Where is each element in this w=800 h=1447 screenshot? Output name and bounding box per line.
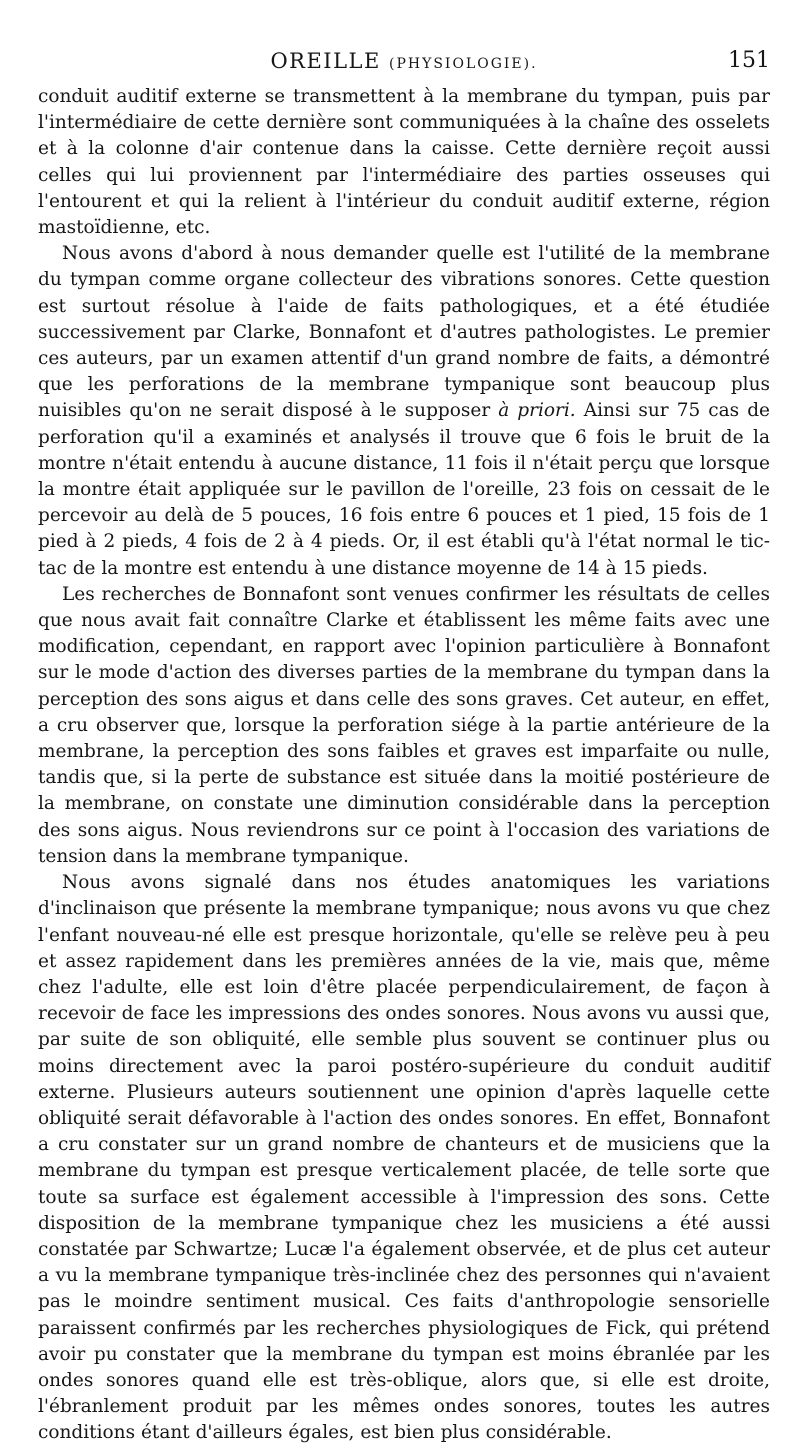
running-title [38,46,770,79]
running-head [38,46,770,76]
paragraph-bonnafont-research: Les recherches de Bonnafont sont venues confirmer les résultats de celles que nous avait fait connaître Clarke et établissent les même faits avec une modification, cependant, en rapport avec l'opinion particulière à Bonnafont sur le mode d'action des diverses parties de la membrane du tympan dans la perception des sons aigus et dans celle des sons graves. Cet auteur, en effet, a cru observer que, lorsque la perforation siége à la partie antérieure de la membrane, la perception des sons faibles et graves est imparfaite ou nulle, tandis que, si la perte de substance est située dans la moitié postérieure de la membrane, on constate une diminution considérable dans la perception des sons aigus. Nous reviendrons sur ce point à l'occasion des variations de tension dans la membrane tympanique. [38,583,770,867]
running-title-main: OREILLE [270,49,381,73]
body-text [38,84,770,1447]
paragraph-tympan-utility [38,241,770,582]
paragraph-continuation: conduit auditif externe se transmettent à la membrane du tympan, puis par l'intermédiaire de cette dernière sont communiquées à la chaîne des osselets et à la colonne d'air contenue dans la caisse. Cette dernière reçoit aussi celles qui lui proviennent par l'intermédiaire des parties osseuses qui l'entourent et qui la relient à l'intérieur du conduit auditif externe, région mastoïdienne, etc. [38,86,770,239]
italic-phrase: à priori. [498,400,576,422]
paragraph-text: Ainsi sur 75 cas de perforation qu'il a examinés et analysés il trouve que 6 fois le bruit de la montre n'était entendu à aucune distance, 11 fois il n'était perçu que lorsque la montre était appliquée sur le pavillon de l'oreille, 23 fois on cessait de le percevoir au delà de 5 pouces, 16 fois entre 6 pouces et 1 pied, 15 fois de 1 pied à 2 pieds, 4 fois de 2 à 4 pieds. Or, il est établi qu'à l'état normal le tic-tac de la montre est entendu à une distance moyenne de 14 à 15 pieds. [38,400,770,579]
paragraph-inclination: Nous avons signalé dans nos études anatomiques les variations d'inclinaison que présente la membrane tympanique; nous avons vu que chez l'enfant nouveau-né elle est presque horizontale, qu'elle se relève peu à peu et assez rapidement dans les premières années de la vie, mais que, même chez l'adulte, elle est loin d'être placée perpendiculairement, de façon à recevoir de face les impressions des ondes sonores. Nous avons vu aussi que, par suite de son obliquité, elle semble plus souvent se continuer plus ou moins directement avec la paroi postéro-supérieure du conduit auditif externe. Plusieurs auteurs soutiennent une opinion d'après laquelle cette obliquité serait défavorable à l'action des ondes sonores. En effet, Bonnafont a cru constater sur un grand nombre de chanteurs et de musiciens que la membrane du tympan est presque verticalement placée, de telle sorte que toute sa surface est également accessible à l'impression des sons. Cette disposition de la membrane tympanique chez les musiciens a été aussi constatée par Schwartze; Lucæ l'a également observée, et de plus cet auteur a vu la membrane tympanique très-inclinée chez des personnes qui n'avaient pas le moindre sentiment musical. Ces faits d'anthropologie sensorielle paraissent confirmés par les recherches physiologiques de Fick, qui prétend avoir pu constater que la membrane du tympan est moins ébranlée par les ondes sonores quand elle est très-oblique, alors que, si elle est droite, l'ébranlement produit par les mêmes ondes sonores, toutes les autres conditions étant d'ailleurs égales, est bien plus considérable. [38,872,770,1444]
paragraph-text: Nous avons d'abord à nous demander quelle est l'utilité de la membrane du tympan comme organe collecteur des vibrations sonores. Cette question est surtout résolue à l'aide de faits pathologiques, et a été étudiée successivement par Clarke, Bonnafont et d'autres pathologistes. Le premier ces auteurs, par un examen attentif d'un grand nombre de faits, a démontré que les perforations de la membrane tympanique sont beaucoup plus nuisibles qu'on ne serait disposé à le supposer [38,243,770,422]
page-number: 151 [728,48,770,73]
running-title-subtitle: (PHYSIOLOGIE). [389,56,538,72]
